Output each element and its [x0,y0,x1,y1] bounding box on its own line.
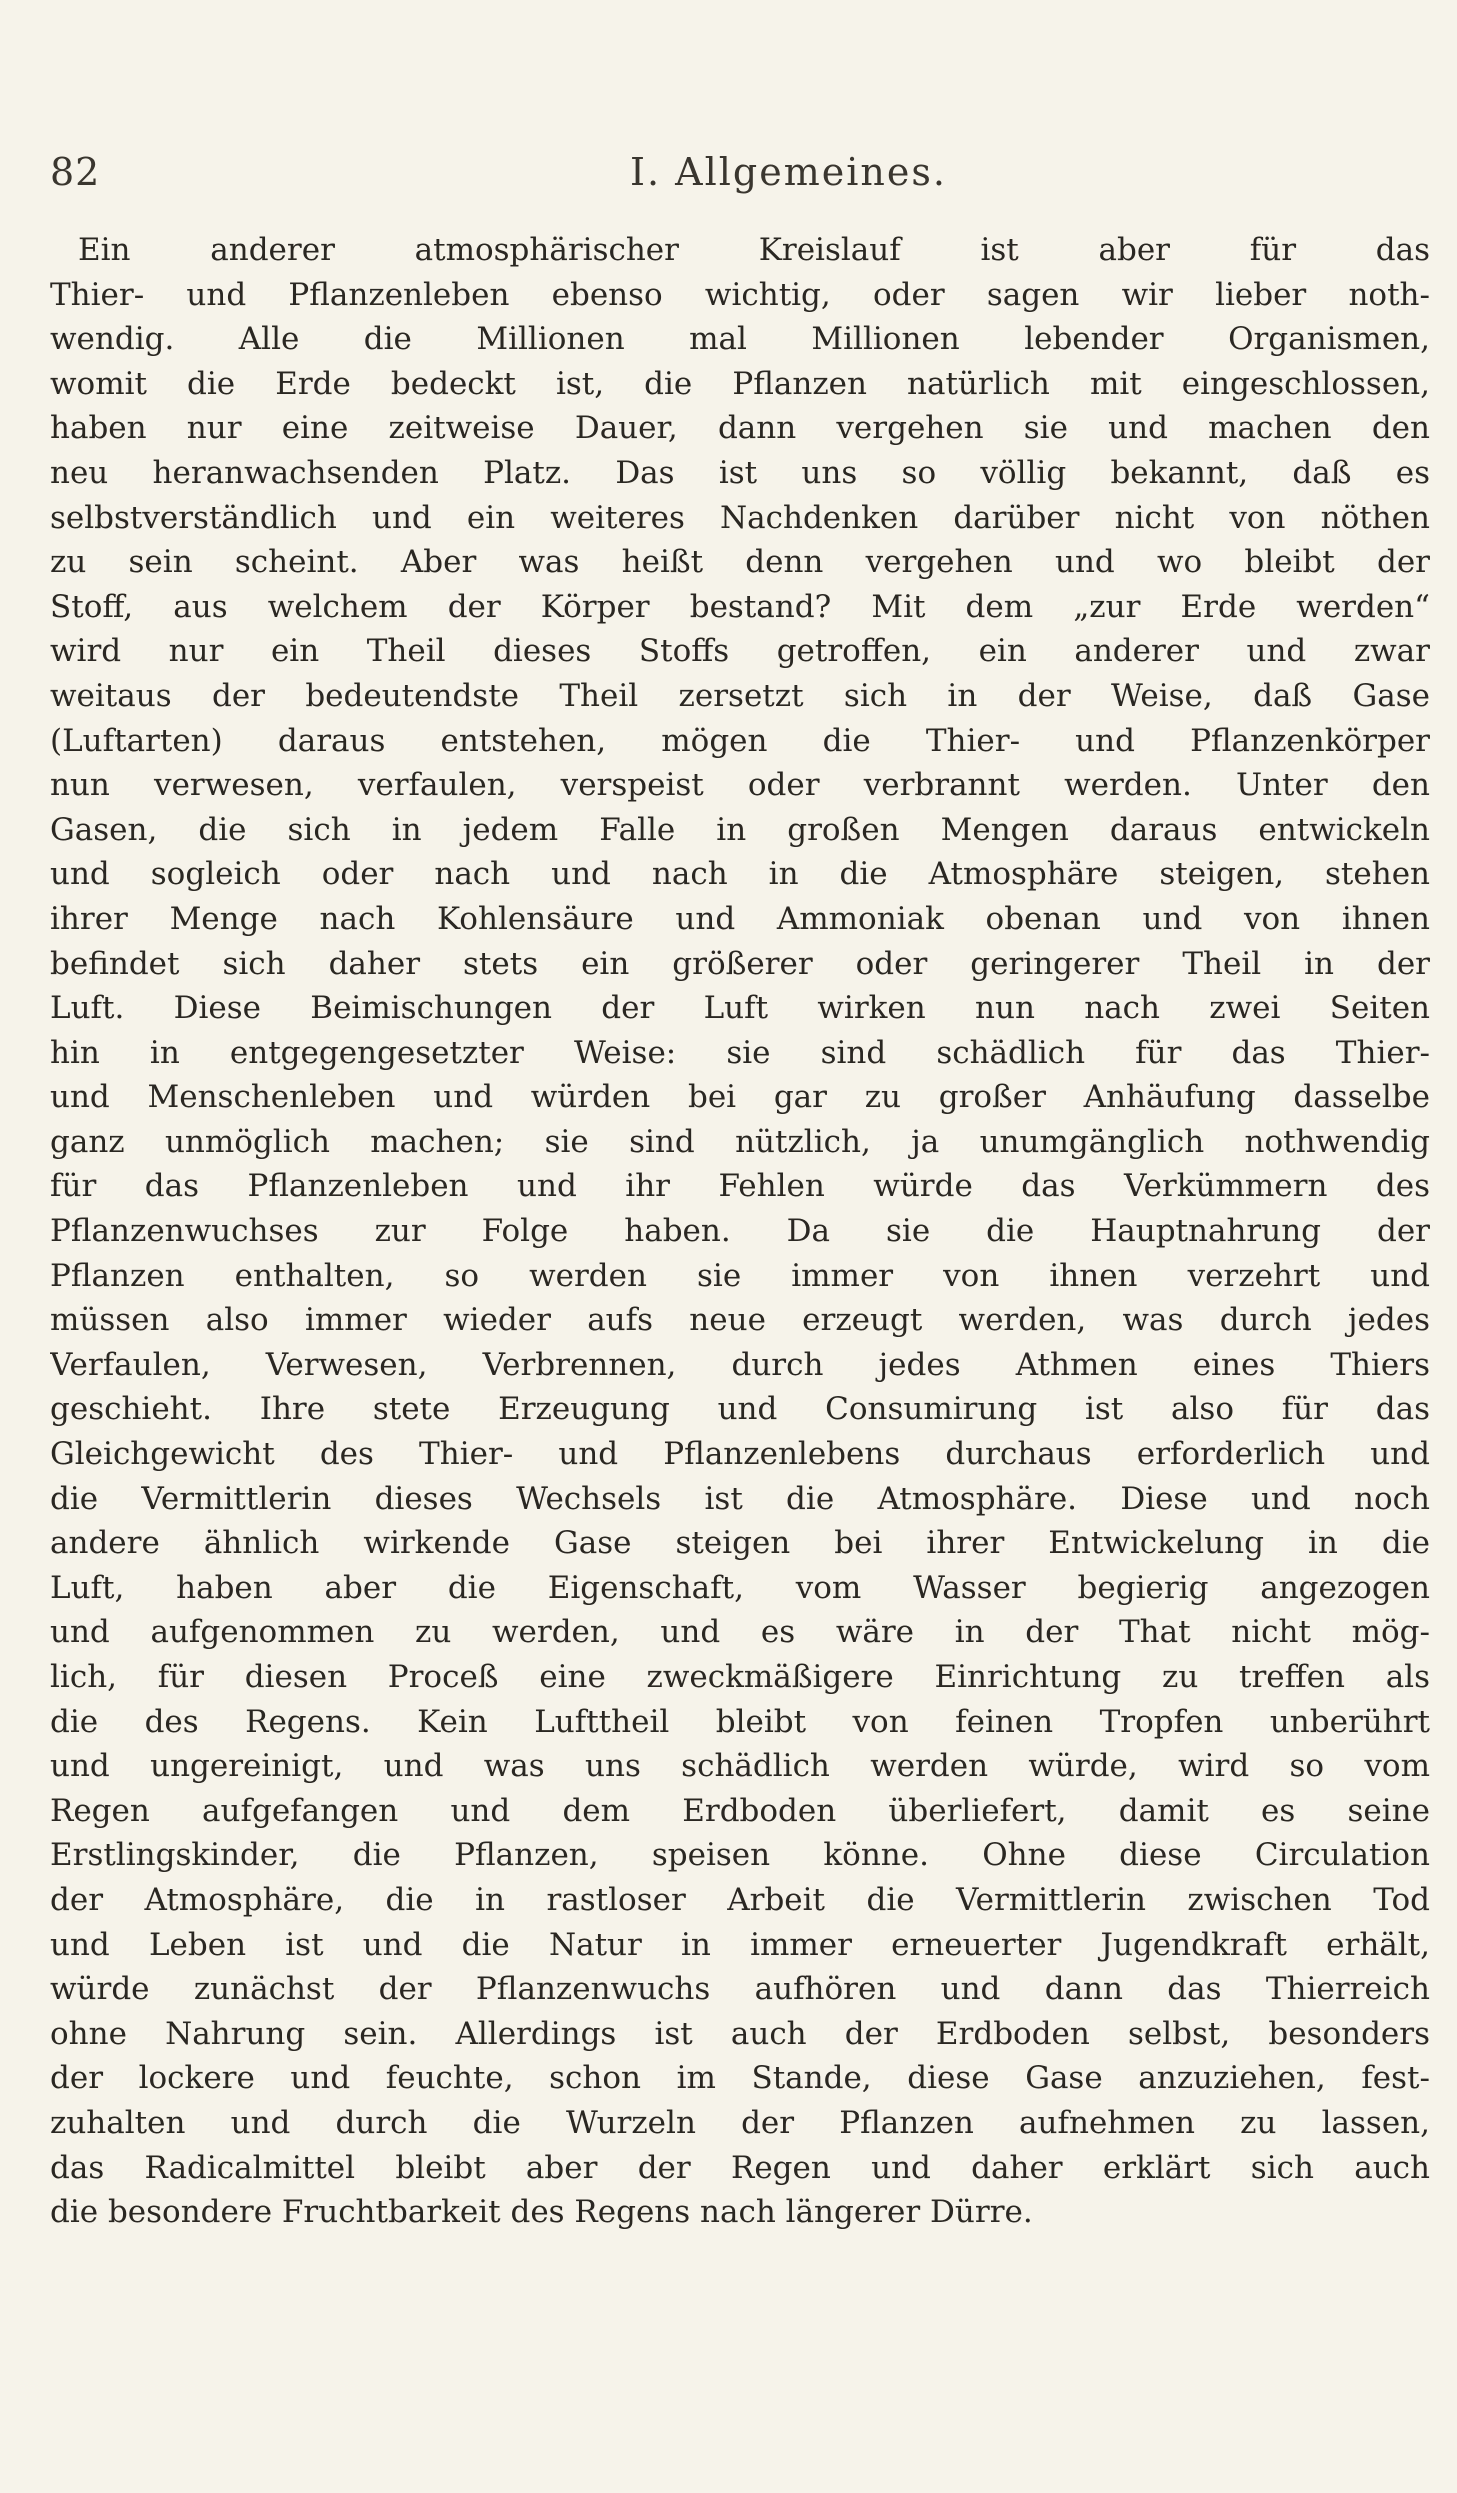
text-line: und Leben ist und die Natur in immer erneuerter Jugendkraft erhält, [50,1926,1430,1963]
text-line: haben nur eine zeitweise Dauer, dann vergehen sie und machen den [50,410,1430,447]
text-line: der Atmosphäre, die in rastloser Arbeit die Vermittlerin zwischen Tod [50,1881,1430,1918]
text-line: die Vermittlerin dieses Wechsels ist die Atmosphäre. Diese und noch [50,1480,1430,1517]
page-number: 82 [50,150,101,194]
section-title: I. Allgemeines. [630,150,947,194]
text-line: selbstverständlich und ein weiteres Nachdenken darüber nicht von nöthen [50,499,1430,536]
text-line: Verfaulen, Verwesen, Verbrennen, durch jedes Athmen eines Thiers [50,1346,1430,1383]
text-line: für das Pflanzenleben und ihr Fehlen würde das Verkümmern des [50,1168,1430,1205]
text-line: Ein anderer atmosphärischer Kreislauf ist aber für das [78,232,1430,268]
text-line: wendig. Alle die Millionen mal Millionen lebender Organismen, [50,321,1430,358]
text-line: (Luftarten) daraus entstehen, mögen die Thier- und Pflanzenkörper [50,722,1430,759]
text-line: müssen also immer wieder aufs neue erzeugt werden, was durch jedes [50,1302,1430,1339]
text-line: Luft, haben aber die Eigenschaft, vom Wasser begierig angezogen [50,1569,1430,1606]
text-line: lich, für diesen Proceß eine zweckmäßigere Einrichtung zu treffen als [50,1659,1430,1695]
text-line: würde zunächst der Pflanzenwuchs aufhören und dann das Thierreich [50,1971,1430,2008]
text-line: zuhalten und durch die Wurzeln der Pflanzen aufnehmen zu lassen, [50,2104,1430,2141]
text-line: und ungereinigt, und was uns schädlich werden würde, wird so vom [50,1748,1430,1785]
text-line: Erstlingskinder, die Pflanzen, speisen könne. Ohne diese Circulation [50,1837,1430,1874]
text-line: geschieht. Ihre stete Erzeugung und Consumirung ist also für das [50,1391,1430,1428]
text-line: Stoff, aus welchem der Körper bestand? Mit dem „zur Erde werden“ [50,588,1430,625]
text-line: befindet sich daher stets ein größerer oder geringerer Theil in der [50,945,1430,982]
text-line: Gasen, die sich in jedem Falle in großen Mengen daraus entwickeln [50,811,1430,848]
text-line: hin in entgegengesetzter Weise: sie sind schädlich für das Thier- [50,1034,1430,1071]
text-line: die des Regens. Kein Lufttheil bleibt von feinen Tropfen unberührt [50,1703,1430,1740]
text-line: womit die Erde bedeckt ist, die Pflanzen natürlich mit eingeschlossen, [50,365,1430,402]
text-line: nun verwesen, verfaulen, verspeist oder verbrannt werden. Unter den [50,767,1430,804]
text-line: die besondere Fruchtbarkeit des Regens nach längerer Dürre. [50,2194,1033,2231]
text-line: zu sein scheint. Aber was heißt denn vergehen und wo bleibt der [50,544,1430,581]
text-line: das Radicalmittel bleibt aber der Regen und daher erklärt sich auch [50,2149,1430,2186]
body-paragraph [50,228,1430,2235]
text-line: und Menschenleben und würden bei gar zu großer Anhäufung dasselbe [50,1079,1430,1116]
text-line: und sogleich oder nach und nach in die Atmosphäre steigen, stehen [50,856,1430,893]
text-line: ganz unmöglich machen; sie sind nützlich, ja unumgänglich nothwendig [50,1123,1430,1160]
text-line: Luft. Diese Beimischungen der Luft wirken nun nach zwei Seiten [50,990,1430,1027]
text-line: Thier- und Pflanzenleben ebenso wichtig, oder sagen wir lieber noth- [50,276,1430,313]
text-line: wird nur ein Theil dieses Stoffs getroffen, ein anderer und zwar [50,633,1430,670]
text-line: Regen aufgefangen und dem Erdboden überliefert, damit es seine [50,1792,1430,1829]
text-line: Pflanzen enthalten, so werden sie immer von ihnen verzehrt und [50,1257,1430,1294]
text-line: andere ähnlich wirkende Gase steigen bei ihrer Entwickelung in die [50,1525,1430,1562]
text-line: Gleichgewicht des Thier- und Pflanzenlebens durchaus erforderlich und [50,1436,1430,1473]
text-line: ohne Nahrung sein. Allerdings ist auch der Erdboden selbst, besonders [50,2015,1430,2052]
text-line: weitaus der bedeutendste Theil zersetzt sich in der Weise, daß Gase [50,677,1430,714]
text-line: neu heranwachsenden Platz. Das ist uns so völlig bekannt, daß es [50,454,1430,491]
text-line: ihrer Menge nach Kohlensäure und Ammoniak obenan und von ihnen [50,900,1430,937]
text-line: der lockere und feuchte, schon im Stande, diese Gase anzuziehen, fest- [50,2060,1430,2097]
running-head [50,150,1350,200]
text-line: Pflanzenwuchses zur Folge haben. Da sie die Hauptnahrung der [50,1213,1430,1250]
text-line: und aufgenommen zu werden, und es wäre in der That nicht mög- [50,1614,1430,1651]
